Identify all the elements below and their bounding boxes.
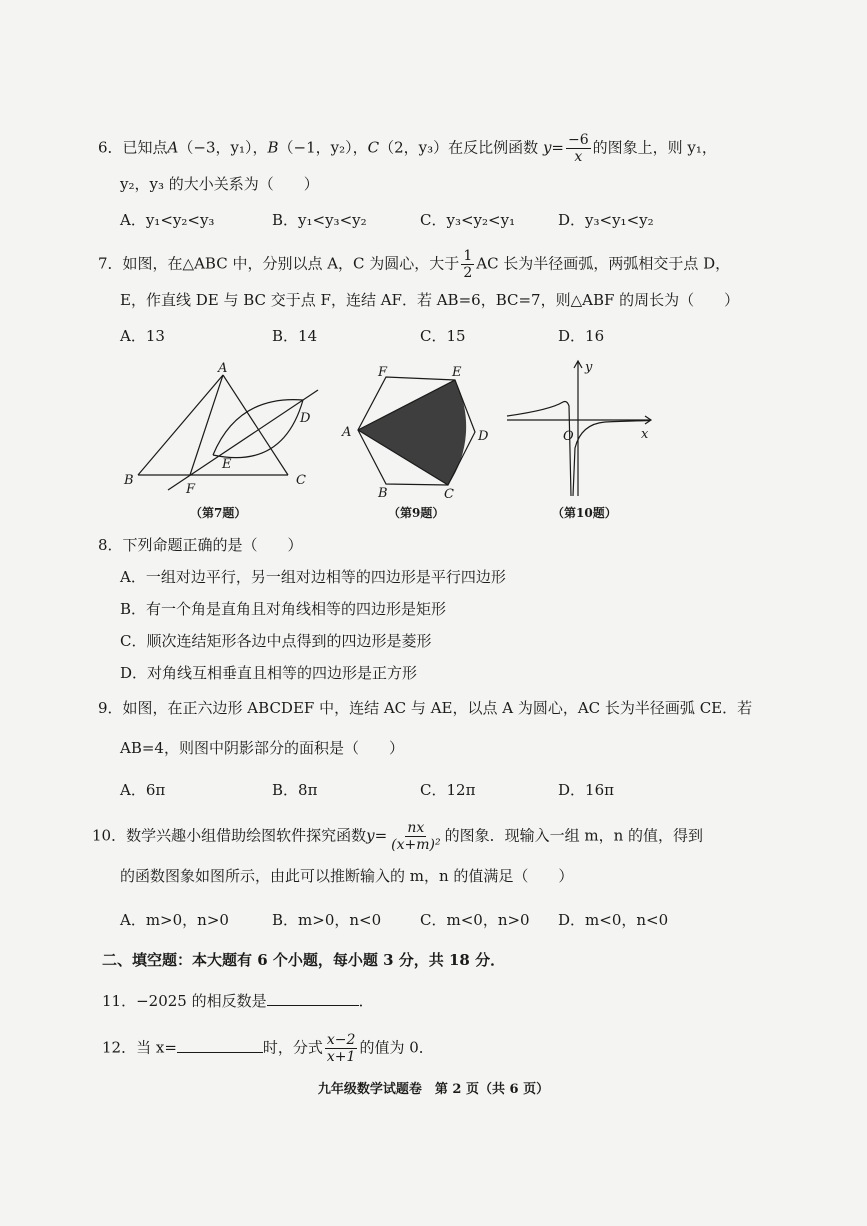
fig7-label-b: B	[124, 473, 134, 488]
fig7-side-ac	[223, 375, 288, 475]
figure-9	[338, 360, 498, 502]
page-footer: 九年级数学试题卷 第 2 页（共 6 页）	[317, 1082, 550, 1097]
q8-option-b: B．有一个角是直角且对角线相等的四边形是矩形	[120, 600, 447, 618]
fig9-caption: （第9题）	[388, 506, 445, 520]
fig9-label-f: F	[378, 365, 388, 380]
q7-line2: E，作直线 DE 与 BC 交于点 F，连结 AF．若 AB=6，BC=7，则△ABF 的周长为（ ）	[120, 291, 740, 309]
fig10-curve-right	[573, 421, 650, 497]
q8-stem: 8．下列命题正确的是（ ）	[98, 536, 303, 554]
q7-fraction: $\frac{1}{2}$	[463, 248, 473, 281]
q9-option-b: B．8π	[272, 781, 318, 799]
fig9-label-a: A	[342, 425, 352, 440]
q12-answer-blank[interactable]	[177, 1038, 263, 1053]
fig10-label-y: y	[585, 360, 593, 375]
q9-option-d: D．16π	[558, 781, 614, 799]
fig9-label-b: B	[378, 486, 388, 501]
q7-option-a: A．13	[120, 327, 165, 345]
q10-fraction: $\frac{nx}{\text{(x+m)²}}$	[391, 820, 441, 853]
q6-line2: y₂，y₃ 的大小关系为（ ）	[120, 175, 319, 193]
fig10-label-x: x	[641, 427, 649, 442]
q10-option-b: B．m>0，n<0	[272, 911, 382, 929]
q6-line1: 6．已知点A（−3，y₁），B（−1，y₂），C（2，y₃）在反比例函数 y= $\frac{-6}{x}$ 的图象上，则 y₁，	[98, 132, 717, 165]
q11-answer-blank[interactable]	[267, 991, 359, 1006]
q7-option-d: D．16	[558, 327, 605, 345]
q10-line2: 的函数图象如图所示，由此可以推断输入的 m，n 的值满足（ ）	[120, 867, 574, 885]
q6-option-b: B．y₁<y₃<y₂	[272, 211, 367, 229]
q9-option-c: C．12π	[420, 781, 476, 799]
fig7-label-f: F	[186, 482, 196, 497]
q12: 12．当 x= 时，分式 $\frac{x-2}{x+1}$ 的值为 0．	[102, 1032, 434, 1065]
q7-line1: 7．如图，在△ABC 中，分别以点 A，C 为圆心，大于 $\frac{1}{2}$ AC 长为半径画弧，两弧相交于点 D，	[98, 248, 731, 281]
figure-10	[505, 358, 665, 500]
fig9-label-c: C	[444, 487, 454, 502]
fig7-segment-af	[190, 375, 223, 475]
fig7-caption: （第7题）	[190, 506, 247, 520]
fig7-label-c: C	[296, 473, 306, 488]
q10-option-d: D．m<0，n<0	[558, 911, 669, 929]
q9-line2: AB=4，则图中阴影部分的面积是（ ）	[120, 739, 404, 757]
q10-line1: 10．数学兴趣小组借助绘图软件探究函数y= $\frac{nx}{\text{(x+m)²}}$ 的图象．现输入一组 m，n 的值，得到	[92, 820, 704, 853]
q9-option-a: A．6π	[120, 781, 166, 799]
section-fill-in-title: 二、填空题：本大题有 6 个小题，每小题 3 分，共 18 分．	[102, 951, 506, 969]
fig9-label-d: D	[478, 429, 489, 444]
q6-option-d: D．y₃<y₁<y₂	[558, 211, 654, 229]
q6-fraction: $\frac{-6}{x}$	[568, 132, 589, 165]
q11: 11．−2025 的相反数是 ．	[102, 992, 374, 1010]
fig10-curve-left	[507, 402, 571, 497]
figure-7	[118, 360, 328, 500]
fig10-label-o: O	[563, 429, 574, 444]
q9-line1: 9．如图，在正六边形 ABCDEF 中，连结 AC 与 AE，以点 A 为圆心，AC 长为半径画弧 CE．若	[98, 699, 753, 717]
q8-option-c: C．顺次连结矩形各边中点得到的四边形是菱形	[120, 632, 432, 650]
q8-option-a: A．一组对边平行，另一组对边相等的四边形是平行四边形	[120, 568, 506, 586]
q6-option-c: C．y₃<y₂<y₁	[420, 211, 516, 229]
q7-option-b: B．14	[272, 327, 318, 345]
q8-option-d: D．对角线互相垂直且相等的四边形是正方形	[120, 664, 418, 682]
q10-option-a: A．m>0，n>0	[120, 911, 229, 929]
fig7-label-a: A	[218, 361, 228, 376]
q6-option-a: A．y₁<y₂<y₃	[120, 211, 215, 229]
q7-option-c: C．15	[420, 327, 466, 345]
fig7-label-d: D	[300, 411, 311, 426]
fig7-side-ab	[138, 375, 223, 475]
fig7-arc-upper	[213, 400, 303, 455]
fig10-caption: （第10题）	[552, 506, 617, 520]
q12-fraction: $\frac{x-2}{x+1}$	[326, 1032, 356, 1065]
fig9-label-e: E	[452, 365, 462, 380]
fig9-shaded-sector	[358, 380, 466, 485]
q10-option-c: C．m<0，n>0	[420, 911, 530, 929]
fig7-label-e: E	[222, 457, 232, 472]
